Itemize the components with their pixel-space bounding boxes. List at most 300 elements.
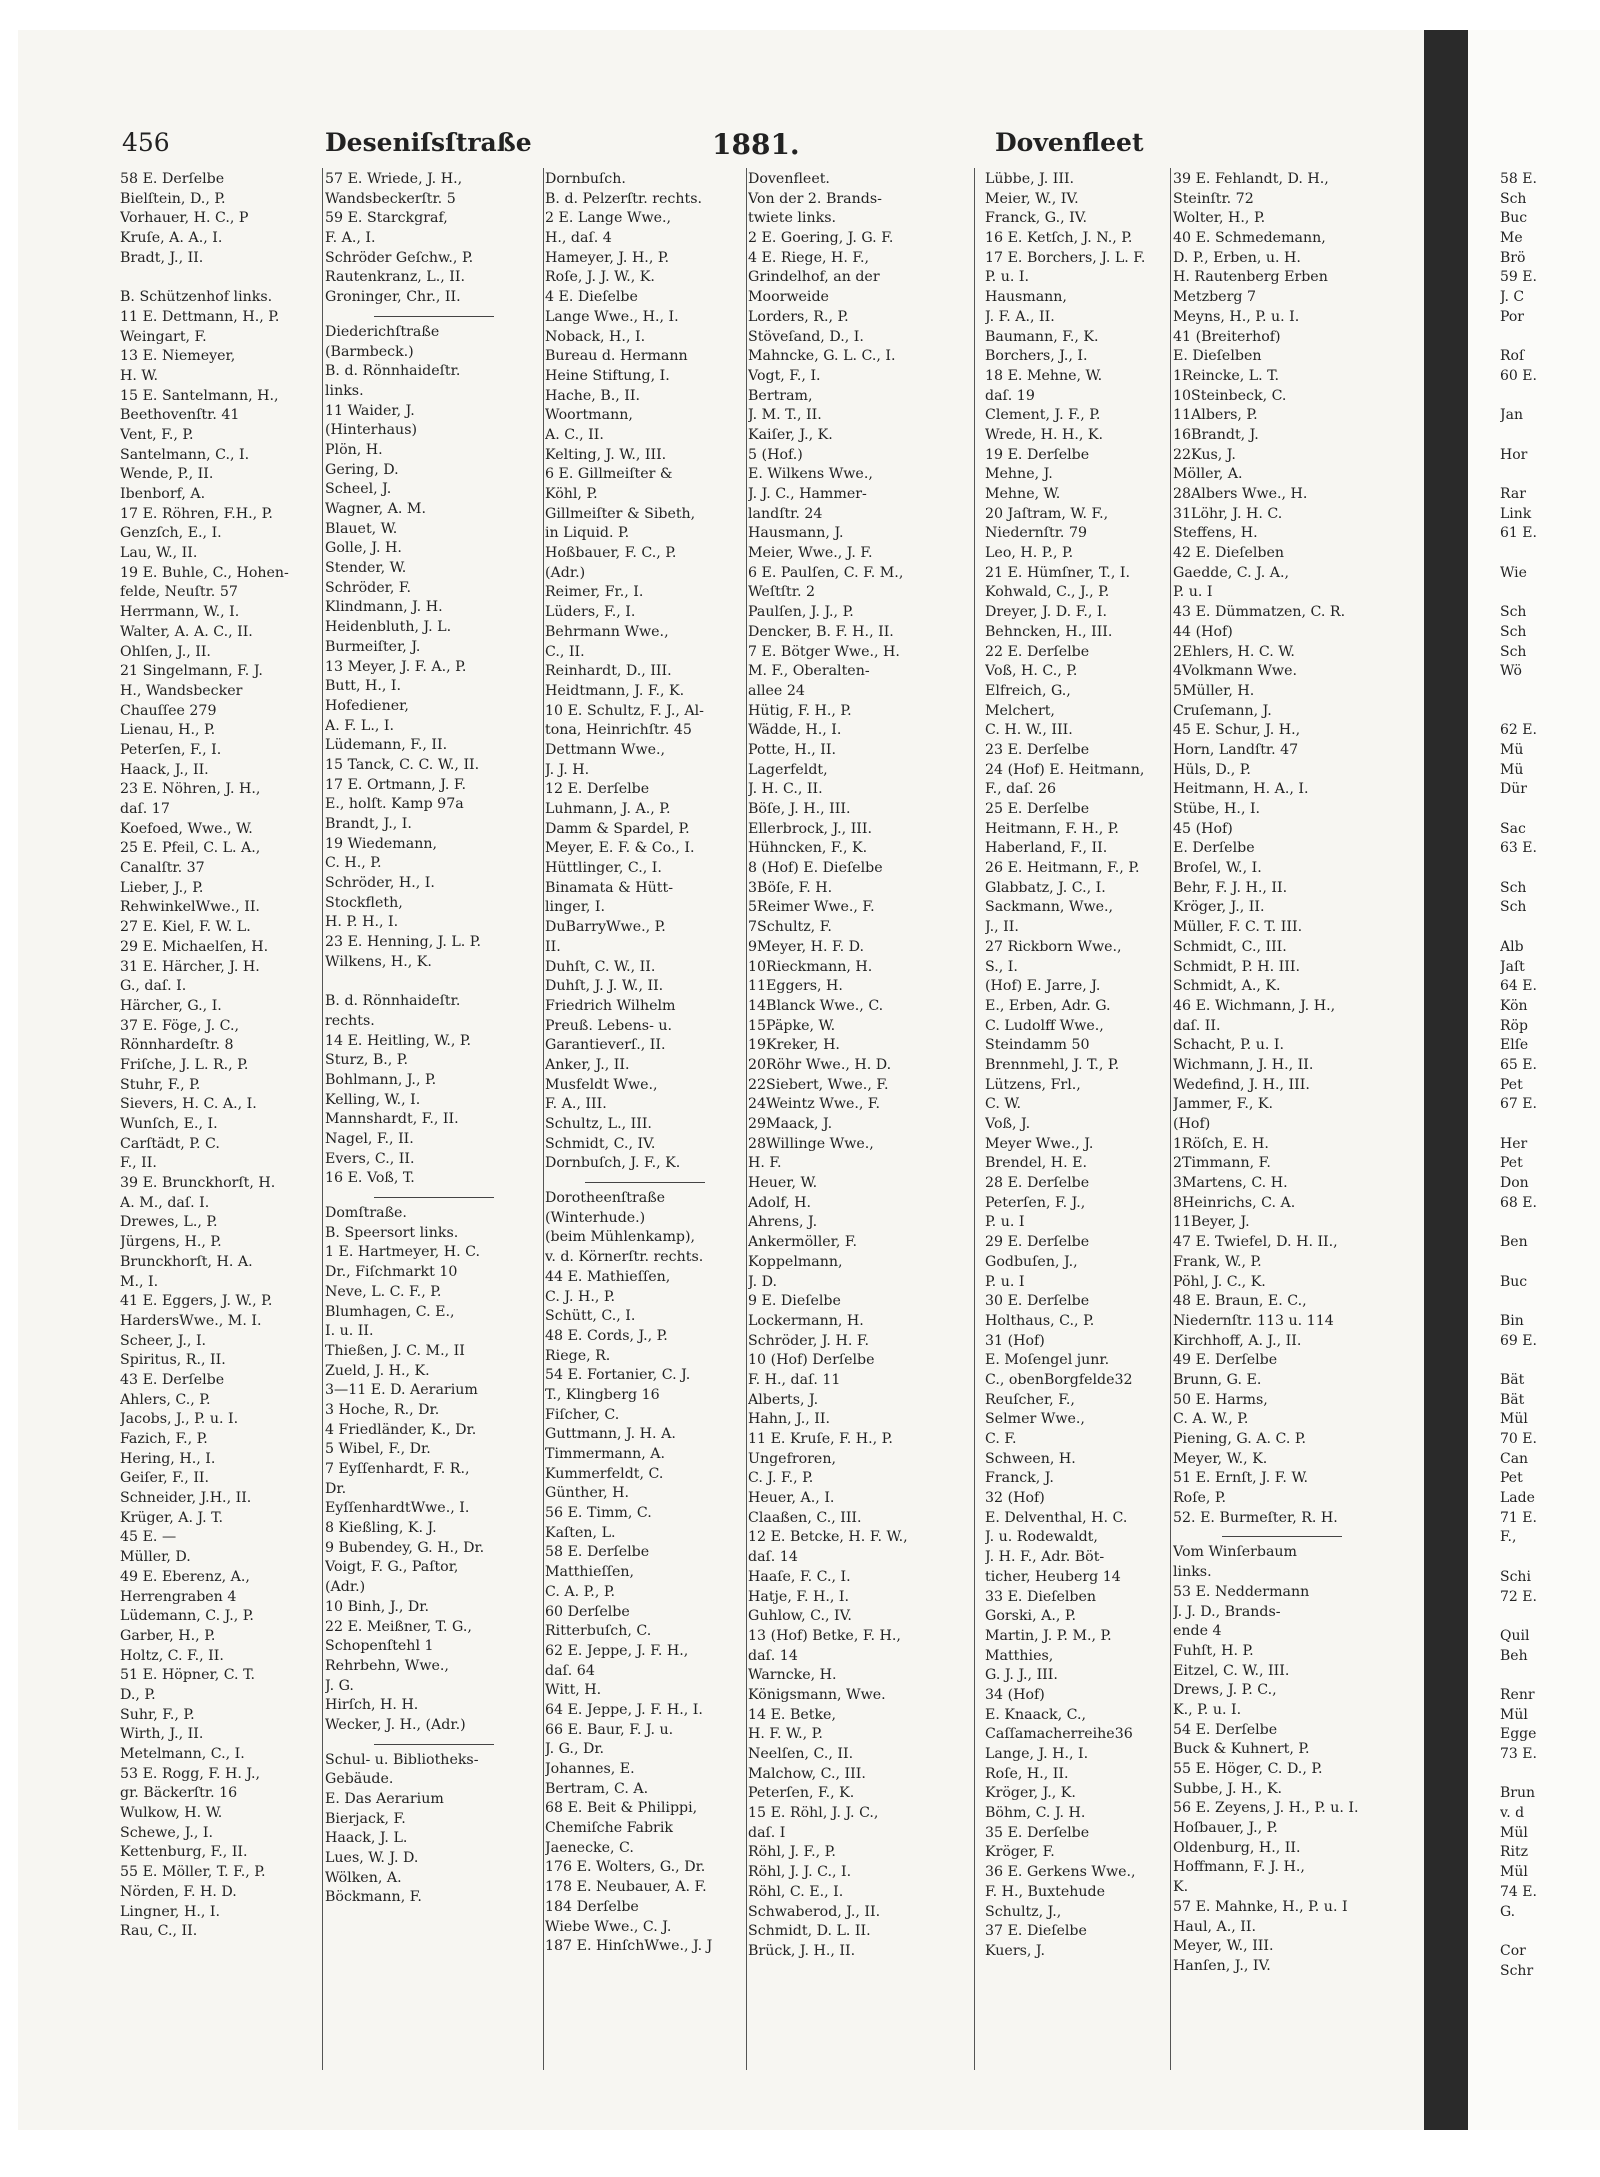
directory-entry: Eitzel, C. W., III. — [1173, 1662, 1290, 1679]
directory-entry: Alb — [1500, 938, 1524, 955]
directory-entry: rechts. — [325, 1012, 375, 1029]
directory-entry: Pet — [1500, 1155, 1523, 1172]
directory-entry: C. W. — [985, 1096, 1021, 1113]
directory-entry: Behrmann Wwe., — [545, 623, 669, 640]
directory-entry: Hütig, F. H., P. — [748, 702, 852, 719]
directory-entry: (Adr.) — [325, 1579, 366, 1596]
directory-entry: 23 E. Henning, J. L. P. — [325, 934, 481, 951]
directory-entry: Peterſen, F. J., — [985, 1194, 1086, 1211]
directory-entry: Mahncke, G. L. C., I. — [748, 348, 896, 365]
directory-entry: Hoffmann, F. J. H., — [1173, 1859, 1305, 1876]
directory-entry: C. F. — [985, 1431, 1017, 1447]
directory-entry: 10Rieckmann, H. — [748, 958, 873, 975]
directory-entry: C. Ludolff Wwe., — [985, 1017, 1104, 1034]
directory-entry: Alberts, J. — [748, 1391, 819, 1408]
directory-entry: Meyer, W., III. — [1173, 1938, 1274, 1955]
directory-entry: Steinſtr. 72 — [1173, 190, 1254, 207]
directory-entry: Voß, J. — [985, 1116, 1031, 1132]
section-divider — [585, 1182, 705, 1183]
directory-entry: Roſe, H., II. — [985, 1765, 1069, 1782]
directory-entry: Holthaus, C., P. — [985, 1312, 1095, 1329]
directory-entry: P. u. I — [985, 1273, 1025, 1290]
directory-entry: Guhlow, C., IV. — [748, 1608, 852, 1625]
directory-entry: Friſche, J. L. R., P. — [120, 1056, 249, 1073]
directory-entry: 19 E. Derſelbe — [985, 446, 1090, 463]
directory-entry: E. Wilkens Wwe., — [748, 466, 873, 483]
directory-entry: Spiritus, R., II. — [120, 1352, 226, 1369]
directory-entry: Heine Stiftung, I. — [545, 367, 670, 384]
directory-entry: 23 E. Nöhren, J. H., — [120, 781, 261, 798]
directory-entry: DuBarryWwe., P. — [545, 919, 666, 936]
directory-entry: 11Eggers, H. — [748, 978, 843, 995]
year-heading: 1881. — [712, 128, 800, 161]
directory-entry — [1500, 1292, 1600, 1312]
directory-entry: Renr — [1500, 1686, 1535, 1703]
directory-entry: Brennmehl, J. T., P. — [985, 1056, 1120, 1073]
directory-entry: Scheer, J., I. — [120, 1332, 207, 1349]
directory-entry: Schacht, P. u. I. — [1173, 1037, 1285, 1054]
page-number: 456 — [122, 128, 170, 157]
directory-entry: Dür — [1500, 781, 1527, 798]
directory-entry: Gebäude. — [325, 1771, 394, 1788]
directory-entry: 62 E. — [1500, 722, 1537, 739]
directory-entry: B. Schützenhof links. — [120, 289, 273, 306]
directory-entry: 29 E. Michaelſen, H. — [120, 938, 269, 955]
directory-entry: Voigt, F. G., Paſtor, — [325, 1559, 459, 1576]
directory-entry: 184 Derſelbe — [545, 1898, 639, 1915]
directory-entry: Wö — [1500, 663, 1522, 680]
directory-entry: 4Volkmann Wwe. — [1173, 663, 1297, 680]
directory-entry — [1500, 859, 1600, 879]
directory-entry: 28Albers Wwe., H. — [1173, 486, 1308, 502]
directory-entry: Sch — [1500, 623, 1527, 640]
directory-entry: 176 E. Wolters, G., Dr. — [545, 1859, 706, 1876]
directory-entry: Bureau d. Hermann — [545, 348, 688, 365]
directory-entry: 7 E. Bötger Wwe., H. — [748, 643, 900, 660]
directory-entry: C., II. — [545, 643, 585, 660]
directory-entry: 27 E. Kiel, F. W. L. — [120, 919, 251, 936]
directory-entry: 11Beyer, J. — [1173, 1214, 1250, 1231]
directory-entry: Suhr, F., P. — [120, 1706, 195, 1723]
directory-entry: Stockfleth, — [325, 894, 403, 911]
directory-entry: Roſe, J. J. W., K. — [545, 269, 655, 286]
directory-entry: 39 E. Fehlandt, D. H., — [1173, 171, 1329, 187]
directory-entry: daſ. II. — [1173, 1017, 1221, 1034]
directory-entry: Brück, J. H., II. — [748, 1942, 856, 1959]
directory-entry: J. F. A., II. — [985, 308, 1055, 325]
directory-entry: Ankermöller, F. — [748, 1234, 858, 1251]
directory-entry: 40 E. Schmedemann, — [1173, 230, 1326, 247]
directory-entry: C. A. W., P. — [1173, 1411, 1249, 1428]
directory-entry: 30 E. Derſelbe — [985, 1293, 1090, 1310]
directory-entry: Sch — [1500, 643, 1527, 660]
directory-entry: Lagerfeldt, — [748, 761, 828, 778]
directory-entry: 19Kreker, H. — [748, 1037, 840, 1054]
directory-entry: Meyer, W., K. — [1173, 1450, 1268, 1467]
directory-entry: 18 E. Mehne, W. — [985, 367, 1103, 384]
directory-entry: Lorders, R., P. — [748, 308, 849, 325]
directory-entry: Klindmann, J. H. — [325, 599, 443, 616]
directory-entry — [1500, 1213, 1600, 1233]
directory-entry: Jammer, F., K. — [1173, 1096, 1273, 1113]
directory-entry: J., II. — [985, 919, 1019, 936]
directory-entry: M. F., Oberalten- — [748, 663, 870, 680]
directory-entry: 28 E. Derſelbe — [985, 1175, 1090, 1192]
directory-entry: Kelting, J. W., III. — [545, 446, 667, 463]
directory-entry: Kaſten, L. — [545, 1524, 616, 1541]
directory-entry: Brandt, J., I. — [325, 816, 412, 832]
directory-entry: Stender, W. — [325, 560, 407, 577]
directory-entry: Vom Winſerbaum — [1173, 1544, 1298, 1561]
directory-entry: Hoſbauer, J., P. — [1173, 1820, 1278, 1837]
directory-entry: Gaedde, C. J. A., — [1173, 564, 1290, 581]
directory-entry: Claaßen, C., III. — [748, 1509, 862, 1526]
directory-entry: 29 E. Derſelbe — [985, 1234, 1090, 1251]
directory-entry: 43 E. Dümmatzen, C. R. — [1173, 604, 1346, 621]
directory-entry: Vorhauer, H. C., P — [120, 210, 249, 227]
directory-entry: Preuß. Lebens- u. — [545, 1017, 673, 1034]
directory-entry: 3Martens, C. H. — [1173, 1175, 1288, 1192]
directory-entry: 11 E. Dettmann, H., P. — [120, 308, 280, 325]
directory-entry: (Barmbeck.) — [325, 343, 414, 360]
directory-entry: E. Das Aerarium — [325, 1791, 444, 1807]
directory-entry: 22Kus, J. — [1173, 446, 1236, 463]
directory-entry: (Hinterhaus) — [325, 422, 418, 439]
directory-entry: EyſſenhardtWwe., I. — [325, 1500, 470, 1517]
directory-entry: Bielſtein, D., P. — [120, 190, 226, 207]
directory-entry: Königsmann, Wwe. — [748, 1686, 886, 1703]
directory-entry: 15 E. Santelmann, H., — [120, 387, 279, 404]
directory-entry: 14 E. Heitling, W., P. — [325, 1032, 472, 1049]
directory-entry: K., P. u. I. — [1173, 1701, 1242, 1718]
directory-entry: 68 E. Beit & Philippi, — [545, 1800, 698, 1817]
directory-entry: Dr. — [325, 1480, 347, 1497]
directory-entry: Moorweide — [748, 289, 829, 306]
directory-entry: J. H. C., II. — [748, 781, 823, 798]
directory-entry: daſ. 64 — [545, 1662, 595, 1679]
directory-entry: Härcher, G., I. — [120, 997, 222, 1014]
directory-entry: 5Reimer Wwe., F. — [748, 899, 875, 916]
directory-entry: F. A., I. — [325, 230, 376, 247]
directory-entry: Riege, R. — [545, 1347, 611, 1364]
directory-entry: Reimer, Fr., I. — [545, 584, 644, 601]
directory-entry: 13 E. Niemeyer, — [120, 348, 236, 365]
directory-entry: J. C — [1500, 289, 1525, 306]
directory-entry: Heitmann, H. A., I. — [1173, 781, 1309, 798]
directory-entry — [1500, 465, 1600, 485]
directory-entry: II. — [545, 938, 561, 955]
left-running-title: Deseniſsſtraße — [325, 128, 532, 157]
directory-entry: Kaiſer, J., K. — [748, 426, 833, 443]
directory-entry: gr. Bäckerſtr. 16 — [120, 1785, 238, 1802]
directory-entry: Hering, H., I. — [120, 1450, 216, 1467]
right-running-title: Dovenfleet — [995, 128, 1144, 157]
directory-entry: 178 E. Neubauer, A. F. — [545, 1879, 707, 1896]
directory-entry: Bierjack, F. — [325, 1810, 406, 1827]
directory-entry: (Hof) E. Jarre, J. — [985, 978, 1101, 995]
directory-entry: Bohlmann, J., P. — [325, 1071, 437, 1088]
directory-entry: P. u. I — [1173, 584, 1213, 601]
directory-entry: 49 E. Eberenz, A., — [120, 1568, 250, 1585]
directory-entry: Schr — [1500, 1962, 1534, 1979]
directory-entry: Meyer Wwe., J. — [985, 1135, 1094, 1152]
directory-entry: Stübe, H., I. — [1173, 801, 1261, 817]
directory-entry: 32 (Hof) — [985, 1490, 1045, 1507]
directory-entry: daſ. 17 — [120, 801, 170, 817]
directory-entry: Hahn, J., II. — [748, 1411, 830, 1428]
directory-entry: Schröder, J. H. F. — [748, 1332, 869, 1349]
directory-entry: Godbuſen, J., — [985, 1253, 1078, 1270]
directory-entry: Domſtraße. — [325, 1205, 407, 1222]
directory-entry: 41 (Breiterhof) — [1173, 328, 1281, 345]
directory-entry: Vogt, F., I. — [748, 367, 821, 384]
directory-entry: Piening, G. A. C. P. — [1173, 1431, 1307, 1447]
directory-entry: Baumann, F., K. — [985, 328, 1099, 345]
directory-entry: 17 E. Röhren, F.H., P. — [120, 505, 273, 522]
directory-entry: C. H., P. — [325, 855, 382, 872]
directory-entry — [1500, 1548, 1600, 1568]
directory-entry: Brunckhorſt, H. A. — [120, 1253, 253, 1270]
directory-entry: Leo, H. P., P. — [985, 545, 1074, 562]
directory-entry: 13 Meyer, J. F. A., P. — [325, 658, 467, 675]
directory-entry: Lange Wwe., H., I. — [545, 308, 679, 325]
directory-entry: Canalſtr. 37 — [120, 860, 205, 877]
directory-entry: P. u. I — [985, 1214, 1025, 1231]
directory-entry: 15 E. Röhl, J. J. C., — [748, 1805, 879, 1822]
directory-entry — [1500, 387, 1600, 407]
directory-entry: D. P., Erben, u. H. — [1173, 249, 1301, 266]
directory-entry: Dencker, B. F. H., II. — [748, 623, 894, 640]
directory-entry: Haack, J. L. — [325, 1830, 408, 1847]
directory-entry: 56 E. Zeyens, J. H., P. u. I. — [1173, 1800, 1359, 1817]
directory-entry: Weingart, F. — [120, 328, 207, 345]
directory-entry: Bradt, J., II. — [120, 249, 204, 266]
directory-entry: Ritterbuſch, C. — [545, 1623, 652, 1640]
directory-entry: Fiſcher, C. — [545, 1406, 620, 1423]
directory-entry: Hache, B., II. — [545, 387, 641, 404]
directory-entry: Wölken, A. — [325, 1869, 402, 1886]
directory-entry: 46 E. Wichmann, J. H., — [1173, 997, 1336, 1014]
directory-entry: Gorski, A., P. — [985, 1608, 1077, 1625]
directory-entry: Kelling, W., I. — [325, 1091, 421, 1108]
directory-entry: 19 E. Buhle, C., Hohen- — [120, 564, 289, 581]
directory-entry: 61 E. — [1500, 525, 1537, 542]
directory-entry: 9 Bubendey, G. H., Dr. — [325, 1539, 485, 1556]
directory-entry: Carſtädt, P. C. — [120, 1135, 220, 1152]
directory-entry: v. d — [1500, 1805, 1525, 1822]
directory-entry: Ahrens, J. — [748, 1214, 818, 1231]
directory-entry: Niedernſtr. 79 — [985, 525, 1087, 542]
directory-entry: daſ. 14 — [748, 1647, 798, 1664]
directory-entry: 37 E. Föge, J. C., — [120, 1017, 240, 1034]
directory-entry: Lüdemann, C. J., P. — [120, 1608, 254, 1625]
directory-entry: Röhl, J. F., P. — [748, 1844, 836, 1861]
directory-entry: 5 (Hof.) — [748, 446, 803, 463]
directory-entry: Bät — [1500, 1391, 1525, 1408]
directory-entry: Chemiſche Fabrik — [545, 1820, 673, 1837]
directory-entry: Borchers, J., I. — [985, 348, 1088, 365]
column-rule — [322, 168, 323, 2070]
directory-entry: 22 E. Meißner, T. G., — [325, 1618, 472, 1635]
directory-entry: Schmidt, C., IV. — [545, 1135, 656, 1152]
directory-entry: Sch — [1500, 879, 1527, 896]
directory-entry: 14 E. Betke, — [748, 1706, 836, 1723]
directory-entry: Franck, G., IV. — [985, 210, 1088, 227]
directory-entry: allee 24 — [748, 682, 805, 699]
directory-entry: Drews, J. P. C., — [1173, 1682, 1277, 1699]
directory-column-2 — [325, 170, 543, 1908]
directory-entry: 1Röſch, E. H. — [1173, 1135, 1269, 1152]
directory-entry: Roſe, P. — [1173, 1490, 1227, 1507]
directory-entry: Neelſen, C., II. — [748, 1746, 854, 1762]
directory-entry: Weſtſtr. 2 — [748, 584, 815, 601]
directory-entry: Schween, H. — [985, 1450, 1076, 1467]
directory-entry: 11Albers, P. — [1173, 407, 1258, 424]
directory-entry: 44 E. Mathieſſen, — [545, 1268, 671, 1285]
directory-entry: Herrmann, W., I. — [120, 604, 240, 621]
directory-entry: Kröger, J., K. — [985, 1785, 1076, 1802]
directory-entry: Beh — [1500, 1647, 1528, 1664]
directory-entry: 16Brandt, J. — [1173, 426, 1259, 443]
directory-entry: (Adr.) — [545, 564, 586, 581]
directory-entry: Koppelmann, — [748, 1253, 843, 1270]
directory-entry: Diederichſtraße — [325, 323, 440, 340]
directory-entry: 33 E. Dieſelben — [985, 1588, 1097, 1605]
directory-entry: Wrede, H. H., K. — [985, 426, 1104, 443]
directory-entry: Wie — [1500, 564, 1527, 581]
directory-entry: 39 E. Brunckhorſt, H. — [120, 1175, 276, 1192]
directory-entry: Garber, H., P. — [120, 1627, 216, 1644]
directory-entry: 55 E. Höger, C. D., P. — [1173, 1761, 1323, 1777]
directory-entry: 21 Singelmann, F. J. — [120, 663, 263, 680]
directory-entry: Ahlers, C., P. — [120, 1391, 211, 1408]
directory-entry: Schi — [1500, 1568, 1531, 1585]
directory-entry: 55 E. Möller, T. F., P. — [120, 1864, 266, 1881]
directory-entry: 9 E. Dieſelbe — [748, 1293, 841, 1310]
directory-entry: Warncke, H. — [748, 1667, 837, 1684]
directory-entry: 47 E. Twiefel, D. H. II., — [1173, 1234, 1338, 1251]
directory-entry: Caſſamacherreihe36 — [985, 1726, 1133, 1743]
directory-entry: Jaſt — [1500, 958, 1525, 975]
directory-entry: Heitmann, F. H., P. — [985, 820, 1119, 837]
directory-entry: Buc — [1500, 1273, 1528, 1290]
directory-entry: Lüdemann, F., II. — [325, 737, 448, 754]
directory-entry: 34 (Hof) — [985, 1686, 1045, 1703]
directory-entry: 10 (Hof) Derſelbe — [748, 1352, 875, 1369]
directory-entry: Nörden, F. H. D. — [120, 1883, 237, 1900]
directory-entry: Blauet, W. — [325, 520, 398, 537]
directory-entry: Wecker, J. H., (Adr.) — [325, 1716, 466, 1733]
section-divider — [374, 1744, 494, 1745]
directory-entry: Schütt, C., I. — [545, 1308, 636, 1325]
directory-entry: Her — [1500, 1135, 1528, 1152]
directory-entry: 60 E. — [1500, 367, 1537, 384]
directory-entry: Wirth, J., II. — [120, 1726, 204, 1743]
directory-entry: Schul- u. Bibliotheks- — [325, 1751, 479, 1768]
directory-entry: 21 E. Hümſner, T., I. — [985, 564, 1130, 581]
directory-entry: 36 E. Gerkens Wwe., — [985, 1864, 1136, 1881]
directory-entry: 63 E. — [1500, 840, 1537, 857]
directory-entry: felde, Neuſtr. 57 — [120, 584, 238, 601]
directory-entry: Vent, F., P. — [120, 426, 194, 443]
directory-entry: Broſel, W., I. — [1173, 860, 1262, 877]
directory-entry: Röhl, C. E., I. — [748, 1883, 844, 1900]
directory-entry: Dreyer, J. D. F., I. — [985, 604, 1107, 621]
directory-entry: landſtr. 24 — [748, 505, 823, 522]
directory-entry: Kön — [1500, 997, 1528, 1014]
directory-entry: 58 E. — [1500, 171, 1537, 187]
directory-entry: Buc — [1500, 210, 1528, 227]
directory-entry: Subbe, J. H., K. — [1173, 1780, 1283, 1797]
directory-entry: 3 Hoche, R., Dr. — [325, 1401, 440, 1418]
directory-entry: Behncken, H., III. — [985, 623, 1113, 640]
directory-entry: J. J. H. — [545, 761, 590, 778]
directory-entry: B. Speersort links. — [325, 1224, 459, 1241]
directory-entry — [120, 268, 320, 288]
directory-entry: 12 E. Derſelbe — [545, 781, 650, 798]
directory-entry: Rönnhardeſtr. 8 — [120, 1037, 234, 1054]
directory-entry: Hühncken, F., K. — [748, 840, 868, 857]
directory-entry: Dovenfleet. — [748, 171, 830, 187]
directory-entry: Elfreich, G., — [985, 682, 1071, 699]
directory-entry: Kirchhoff, A. J., II. — [1173, 1332, 1302, 1349]
directory-entry: 2 E. Lange Wwe., — [545, 210, 672, 227]
directory-entry: daſ. 14 — [748, 1549, 798, 1566]
directory-entry: 72 E. — [1500, 1588, 1537, 1605]
directory-entry: Fuhſt, H. P. — [1173, 1642, 1254, 1659]
directory-entry: 59 E. Starckgraf, — [325, 210, 448, 227]
directory-entry: 45 E. Schur, J. H., — [1173, 722, 1301, 739]
directory-entry: Mül — [1500, 1411, 1528, 1428]
directory-entry: Beethovenſtr. 41 — [120, 407, 240, 424]
directory-entry: 6 E. Paulſen, C. F. M., — [748, 564, 904, 581]
directory-entry: 45 E. — — [120, 1529, 177, 1546]
directory-entry: 16 E. Ketſch, J. N., P. — [985, 230, 1133, 247]
directory-entry: Egge — [1500, 1726, 1537, 1743]
directory-entry: A. M., daſ. I. — [120, 1194, 210, 1211]
directory-entry: Blumhagen, C. E., — [325, 1303, 455, 1320]
directory-entry: 51 E. Ernſt, J. F. W. — [1173, 1470, 1309, 1487]
directory-entry: Drewes, L., P. — [120, 1214, 218, 1231]
directory-entry: 5 Wibel, F., Dr. — [325, 1441, 431, 1458]
directory-entry: H. F. — [748, 1155, 782, 1172]
directory-entry: 5Müller, H. — [1173, 682, 1255, 699]
directory-entry: Metelmann, C., I. — [120, 1746, 245, 1762]
directory-entry — [1500, 682, 1600, 702]
directory-entry: Wedefind, J. H., III. — [1173, 1076, 1310, 1093]
directory-entry: (Hof) — [1173, 1116, 1211, 1132]
directory-entry: Wende, P., II. — [120, 466, 214, 483]
directory-entry: 53 E. Rogg, F. H. J., — [120, 1765, 260, 1782]
directory-entry: ticher, Heuberg 14 — [985, 1568, 1121, 1585]
directory-entry: Wandsbeckerſtr. 5 — [325, 190, 456, 207]
directory-entry: E. Derſelbe — [1173, 840, 1255, 857]
directory-entry: Rar — [1500, 486, 1526, 502]
directory-entry: Walter, A. A. C., II. — [120, 623, 253, 640]
directory-entry: 20Röhr Wwe., H. D. — [748, 1056, 892, 1073]
directory-entry: Schultz, L., III. — [545, 1116, 652, 1132]
directory-entry: Me — [1500, 230, 1523, 247]
column-rule — [1170, 168, 1171, 2070]
directory-entry: 11 E. Kruſe, F. H., P. — [748, 1431, 893, 1447]
directory-entry: 49 E. Derſelbe — [1173, 1352, 1278, 1369]
directory-entry: Brunn, G. E. — [1173, 1371, 1262, 1388]
directory-entry: Neve, L. C. F., P. — [325, 1283, 442, 1300]
directory-entry: Plön, H. — [325, 441, 383, 458]
directory-entry: Gering, D. — [325, 461, 399, 478]
directory-entry: Lues, W. J. D. — [325, 1850, 419, 1867]
directory-entry: Schultz, J., — [985, 1903, 1062, 1920]
